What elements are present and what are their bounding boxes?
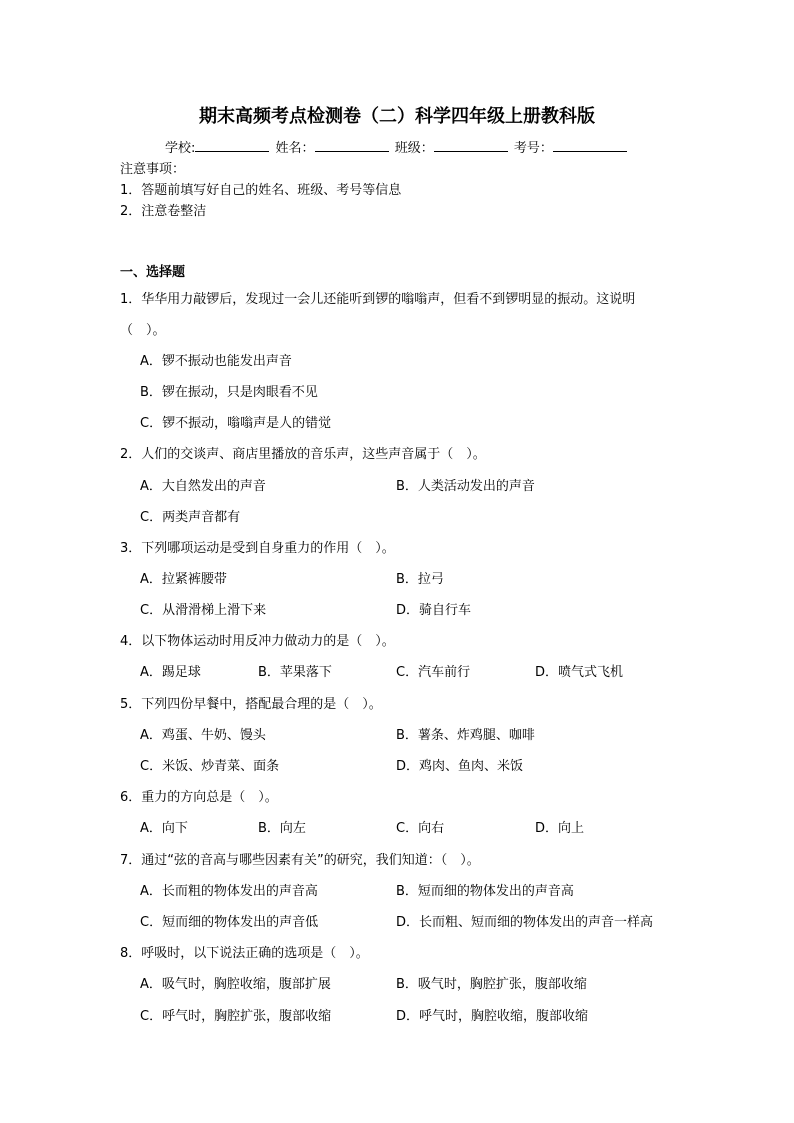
question-4-option-b: B．苹果落下 [258, 665, 332, 680]
exam-number-blank [553, 138, 627, 152]
question-7-option-a: A．长而粗的物体发出的声音高 [140, 884, 318, 899]
school-blank [195, 138, 269, 152]
question-8-option-c: C．呼气时，胸腔扩张，腹部收缩 [140, 1009, 332, 1024]
question-8-option-b: B．吸气时，胸腔扩张，腹部收缩 [396, 977, 587, 992]
question-3-option-c: C．从滑滑梯上滑下来 [140, 603, 267, 618]
question-6-option-c: C．向右 [396, 821, 445, 836]
note-item-2: 2．注意卷整洁 [120, 204, 207, 219]
question-3-option-d: D．骑自行车 [396, 603, 472, 618]
question-3-text: 3．下列哪项运动是受到自身重力的作用（ ）。 [120, 541, 395, 556]
question-8-option-a: A．吸气时，胸腔收缩，腹部扩展 [140, 977, 331, 992]
name-blank [315, 138, 389, 152]
name-label: 姓名： [275, 141, 315, 156]
question-6-option-a: A．向下 [140, 821, 188, 836]
exam-number-label: 考号： [513, 141, 553, 156]
question-5-option-a: A．鸡蛋、牛奶、馒头 [140, 728, 266, 743]
question-7-text: 7．通过“弦的音高与哪些因素有关”的研究，我们知道：（ ）。 [120, 853, 480, 868]
question-7-option-c: C．短而细的物体发出的声音低 [140, 915, 319, 930]
question-5-text: 5．下列四份早餐中，搭配最合理的是（ ）。 [120, 697, 382, 712]
section-title: 一、选择题 [120, 265, 186, 280]
question-8-text: 8．呼吸时，以下说法正确的选项是（ ）。 [120, 946, 369, 961]
question-4-option-a: A．踢足球 [140, 665, 201, 680]
class-label: 班级： [394, 141, 434, 156]
question-6-option-b: B．向左 [258, 821, 306, 836]
question-1-option-b: B．锣在振动，只是肉眼看不见 [140, 385, 318, 400]
page-title: 期末高频考点检测卷（二）科学四年级上册教科版 [199, 106, 595, 127]
question-1-text-cont: （ ）。 [120, 323, 166, 338]
question-8-option-d: D．呼气时，胸腔收缩，腹部收缩 [396, 1009, 589, 1024]
question-7-option-b: B．短而细的物体发出的声音高 [396, 884, 574, 899]
class-blank [434, 138, 508, 152]
question-2-option-b: B．人类活动发出的声音 [396, 479, 535, 494]
question-5-option-b: B．薯条、炸鸡腿、咖啡 [396, 728, 535, 743]
student-info-row [165, 138, 629, 158]
question-4-option-d: D．喷气式飞机 [535, 665, 624, 680]
question-1-option-a: A．锣不振动也能发出声音 [140, 354, 292, 369]
question-4-text: 4．以下物体运动时用反冲力做动力的是（ ）。 [120, 634, 395, 649]
school-label: 学校: [165, 141, 196, 156]
question-1-text: 1．华华用力敲锣后，发现过一会儿还能听到锣的嗡嗡声，但看不到锣明显的振动。这说明 [120, 292, 636, 307]
question-2-text: 2．人们的交谈声、商店里播放的音乐声，这些声音属于（ ）。 [120, 447, 486, 462]
question-5-option-d: D．鸡肉、鱼肉、米饭 [396, 759, 524, 774]
question-5-option-c: C．米饭、炒青菜、面条 [140, 759, 280, 774]
note-item-1: 1．答题前填写好自己的姓名、班级、考号等信息 [120, 183, 402, 198]
question-1-option-c: C．锣不振动，嗡嗡声是人的错觉 [140, 416, 332, 431]
question-4-option-c: C．汽车前行 [396, 665, 471, 680]
question-6-text: 6．重力的方向总是（ ）。 [120, 790, 278, 805]
question-6-option-d: D．向上 [535, 821, 585, 836]
question-7-option-d: D．长而粗、短而细的物体发出的声音一样高 [396, 915, 654, 930]
question-3-option-a: A．拉紧裤腰带 [140, 572, 227, 587]
question-3-option-b: B．拉弓 [396, 572, 444, 587]
notes-heading: 注意事项： [120, 162, 186, 177]
question-2-option-c: C．两类声音都有 [140, 510, 241, 525]
question-2-option-a: A．大自然发出的声音 [140, 479, 266, 494]
